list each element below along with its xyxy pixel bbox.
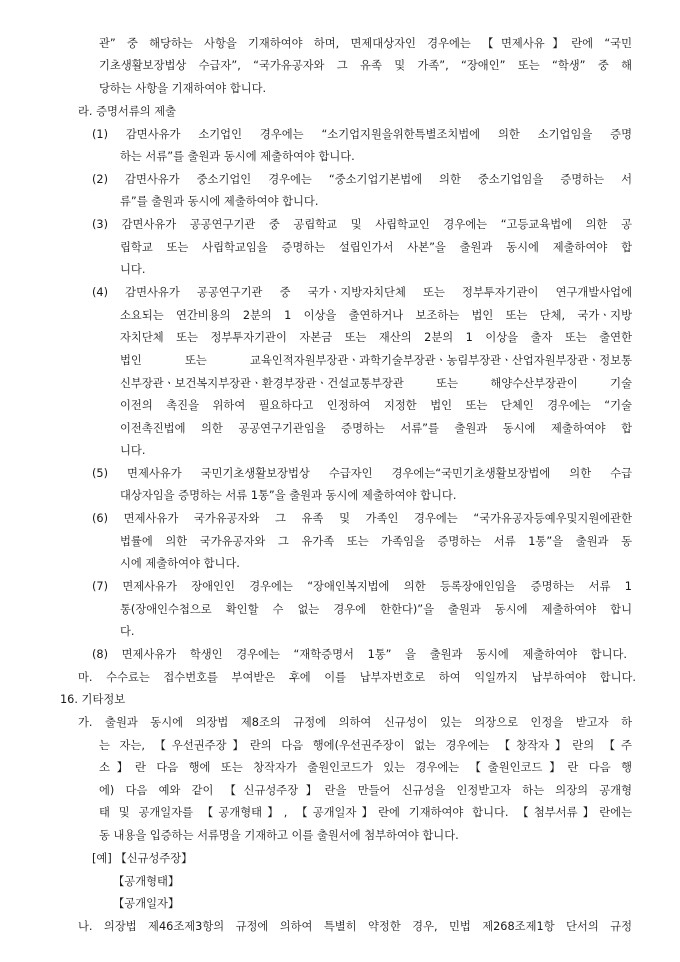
text-line: 립학교 또는 사립학교임을 증명하는 설립인가서 사본”을 출원과 동시에 제출하여야 합 bbox=[120, 241, 632, 254]
text-line: 법인 또는 교육인적자원부장관ㆍ과학기술부장관ㆍ농림부장관ㆍ산업자원부장관ㆍ정보통 bbox=[120, 354, 632, 367]
example-field: 【공개일자】 bbox=[113, 897, 180, 910]
text-line: (4) 감면사유가 공공연구기관 중 국가ㆍ지방자치단체 또는 정부투자기관이 연구개발사업에 bbox=[92, 286, 632, 299]
text-line: 나. 의장법 제46조제3항의 규정에 의하여 특별히 약정한 경우, 민법 제268조제1항 단서의 규정 bbox=[78, 920, 632, 933]
text-line: (3) 감면사유가 공공연구기관 중 공립학교 및 사립학교인 경우에는 “고등교육법에 의한 공 bbox=[92, 218, 632, 231]
text-line: 관” 중 해당하는 사항을 기재하여야 하며, 면제대상자인 경우에는 【면제사유】란에 “국민 bbox=[99, 37, 632, 50]
text-line: 는 자는, 【우선권주장】란의 다음 행에(우선권주장이 없는 경우에는 【창작자】란의 【주 bbox=[99, 739, 632, 752]
text-line: 소요되는 연간비용의 2분의 1 이상을 출연하거나 보조하는 법인 또는 단체, 국가ㆍ지방 bbox=[120, 309, 632, 322]
text-line: 법률에 의한 국가유공자와 그 유가족 또는 가족임을 증명하는 서류 1통”을 출원과 동 bbox=[120, 535, 632, 548]
text-line: 동 내용을 입증하는 서류명을 기재하고 이를 출원서에 첨부하여야 합니다. bbox=[99, 829, 459, 842]
text-line: (1) 감면사유가 소기업인 경우에는 “소기업지원을위한특별조치법에 의한 소기업임을 증명 bbox=[92, 128, 632, 141]
text-line: (6) 면제사유가 국가유공자와 그 유족 및 가족인 경우에는 “국가유공자등예우및지원에관한 bbox=[92, 512, 632, 525]
text-line: 당하는 사항을 기재하여야 합니다. bbox=[99, 82, 267, 95]
text-line: (5) 면제사유가 국민기초생활보장법상 수급자인 경우에는“국민기초생활보장법에 의한 수급 bbox=[92, 467, 632, 480]
text-line: 다. bbox=[120, 625, 135, 638]
text-line: 기초생활보장법상 수급자”, “국가유공자와 그 유족 및 가족”, “장애인” 또는 “학생” 중 해 bbox=[99, 59, 632, 72]
text-line: (8) 면제사유가 학생인 경우에는 “재학증명서 1통” 을 출원과 동시에 제출하여야 합니다. bbox=[92, 648, 627, 661]
text-line: 통(장애인수첩으로 확인할 수 없는 경우에 한한다)”을 출원과 동시에 제출하여야 합니 bbox=[120, 603, 632, 616]
text-line: 자치단체 또는 정부투자기관이 자본금 또는 재산의 2분의 1 이상을 출자 또는 출연한 bbox=[120, 331, 632, 344]
text-line: 태 및 공개일자를 【공개형태】, 【공개일자】란에 기재하여야 합니다. 【첨부서류】란에는 bbox=[99, 806, 632, 819]
text-line: 시에 제출하여야 합니다. bbox=[120, 557, 240, 570]
text-line: 소】란 다음 행에 또는 창작자가 출원인코드가 있는 경우에는 【출원인코드】란 다음 행 bbox=[99, 761, 632, 774]
text-line: 류”를 출원과 동시에 제출하여야 합니다. bbox=[120, 195, 319, 208]
text-line: 이전의 촉진을 위하여 필요하다고 인정하여 지정한 법인 또는 단체인 경우에는 “기술 bbox=[120, 399, 632, 412]
text-line: 대상자임을 증명하는 서류 1통”을 출원과 동시에 제출하여야 합니다. bbox=[120, 489, 457, 502]
text-line: 니다. bbox=[120, 444, 146, 457]
text-line: (2) 감면사유가 중소기업인 경우에는 “중소기업기본법에 의한 중소기업임을 증명하는 서 bbox=[92, 173, 632, 186]
example-label: [예] 【신규성주장】 bbox=[92, 852, 193, 865]
text-line: 가. 출원과 동시에 의장법 제8조의 규정에 의하여 신규성이 있는 의장으로 인정을 받고자 하 bbox=[78, 716, 632, 729]
text-line: 니다. bbox=[120, 263, 146, 276]
text-line: (7) 면제사유가 장애인인 경우에는 “장애인복지법에 의한 등록장애인임을 증명하는 서류 1 bbox=[92, 580, 632, 593]
section-heading: 16. 기타정보 bbox=[60, 693, 126, 706]
text-line: 신부장관ㆍ보건복지부장관ㆍ환경부장관ㆍ건설교통부장관 또는 해양수산부장관이 기술 bbox=[120, 377, 632, 390]
text-line: 마. 수수료는 접수번호를 부여받은 후에 이를 납부자번호로 하여 익일까지 납부하여야 합니다. bbox=[78, 671, 636, 684]
example-field: 【공개형태】 bbox=[113, 875, 180, 888]
text-line: 에) 다음 예와 같이 【신규성주장】란을 만들어 신규성을 인정받고자 하는 의장의 공개형 bbox=[99, 784, 632, 797]
text-line: 하는 서류”를 출원과 동시에 제출하여야 합니다. bbox=[120, 150, 355, 163]
section-heading: 라. 증명서류의 제출 bbox=[78, 105, 177, 118]
text-line: 이전촉진법에 의한 공공연구기관임을 증명하는 서류”를 출원과 동시에 제출하여야 합 bbox=[120, 422, 632, 435]
